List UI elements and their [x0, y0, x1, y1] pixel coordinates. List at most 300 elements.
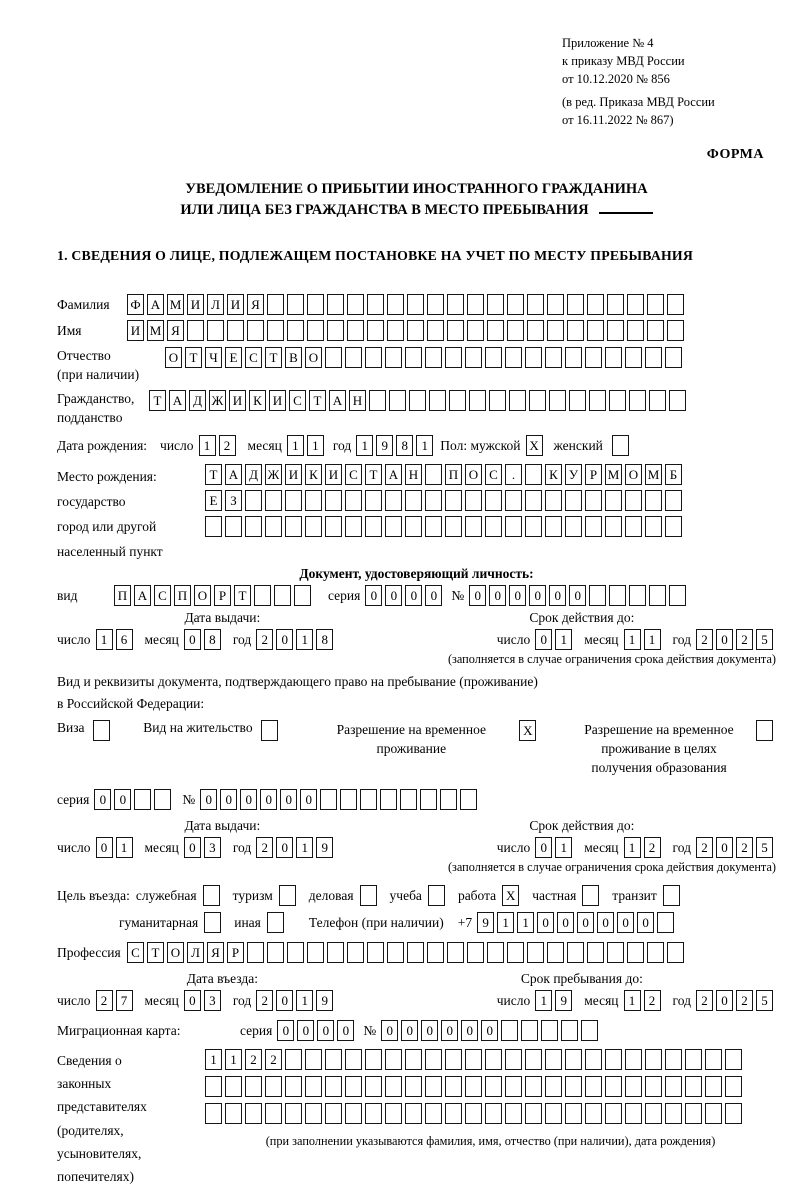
form-cell[interactable]: 0: [569, 585, 586, 606]
checkbox-official[interactable]: [203, 885, 220, 906]
form-cell[interactable]: [345, 490, 362, 511]
form-cell[interactable]: [305, 490, 322, 511]
form-cell[interactable]: [527, 942, 544, 963]
form-cell[interactable]: 2: [256, 629, 273, 650]
form-cell[interactable]: [685, 1076, 702, 1097]
checkbox-business[interactable]: [360, 885, 377, 906]
form-cell[interactable]: Д: [245, 464, 262, 485]
form-cell[interactable]: [645, 516, 662, 537]
form-cell[interactable]: [274, 585, 291, 606]
form-cell[interactable]: 0: [401, 1020, 418, 1041]
form-cell[interactable]: [445, 1076, 462, 1097]
form-cell[interactable]: [345, 1049, 362, 1070]
form-cell[interactable]: [685, 1103, 702, 1124]
form-cell[interactable]: [581, 1020, 598, 1041]
form-cell[interactable]: [629, 585, 646, 606]
form-cell[interactable]: 8: [396, 435, 413, 456]
form-cell[interactable]: [527, 294, 544, 315]
form-cell[interactable]: [385, 1103, 402, 1124]
checkbox-residence-permit[interactable]: [261, 720, 278, 741]
form-cell[interactable]: 1: [296, 990, 313, 1011]
form-cell[interactable]: О: [167, 942, 184, 963]
form-cell[interactable]: [407, 942, 424, 963]
form-cell[interactable]: 0: [557, 912, 574, 933]
form-cell[interactable]: [425, 1103, 442, 1124]
form-cell[interactable]: [347, 294, 364, 315]
form-cell[interactable]: Т: [309, 390, 326, 411]
form-cell[interactable]: Т: [234, 585, 251, 606]
form-cell[interactable]: 0: [277, 1020, 294, 1041]
form-cell[interactable]: [407, 294, 424, 315]
form-cell[interactable]: [605, 1076, 622, 1097]
form-cell[interactable]: И: [229, 390, 246, 411]
form-cell[interactable]: [385, 347, 402, 368]
form-cell[interactable]: [647, 320, 664, 341]
form-cell[interactable]: [340, 789, 357, 810]
form-cell[interactable]: 0: [381, 1020, 398, 1041]
form-cell[interactable]: [505, 1103, 522, 1124]
form-cell[interactable]: [467, 294, 484, 315]
form-cell[interactable]: И: [325, 464, 342, 485]
form-cell[interactable]: [385, 1076, 402, 1097]
form-cell[interactable]: [547, 320, 564, 341]
form-cell[interactable]: 2: [96, 990, 113, 1011]
form-cell[interactable]: [265, 516, 282, 537]
checkbox-study[interactable]: [428, 885, 445, 906]
form-cell[interactable]: Т: [185, 347, 202, 368]
form-cell[interactable]: [587, 320, 604, 341]
form-cell[interactable]: [527, 320, 544, 341]
form-cell[interactable]: [287, 320, 304, 341]
form-cell[interactable]: [521, 1020, 538, 1041]
form-cell[interactable]: Т: [265, 347, 282, 368]
form-cell[interactable]: 1: [296, 629, 313, 650]
form-cell[interactable]: [665, 1103, 682, 1124]
form-cell[interactable]: 2: [736, 990, 753, 1011]
form-cell[interactable]: [465, 490, 482, 511]
form-cell[interactable]: [405, 490, 422, 511]
form-cell[interactable]: [549, 390, 566, 411]
form-cell[interactable]: [440, 789, 457, 810]
form-cell[interactable]: [425, 347, 442, 368]
form-cell[interactable]: С: [127, 942, 144, 963]
form-cell[interactable]: [425, 516, 442, 537]
form-cell[interactable]: [669, 585, 686, 606]
form-cell[interactable]: [665, 347, 682, 368]
form-cell[interactable]: [445, 347, 462, 368]
form-cell[interactable]: [465, 1049, 482, 1070]
form-cell[interactable]: [525, 516, 542, 537]
form-cell[interactable]: Е: [205, 490, 222, 511]
form-cell[interactable]: М: [147, 320, 164, 341]
form-cell[interactable]: [467, 320, 484, 341]
form-cell[interactable]: С: [485, 464, 502, 485]
form-cell[interactable]: [285, 1103, 302, 1124]
form-cell[interactable]: [507, 942, 524, 963]
form-cell[interactable]: [561, 1020, 578, 1041]
form-cell[interactable]: .: [505, 464, 522, 485]
form-cell[interactable]: [725, 1049, 742, 1070]
form-cell[interactable]: [447, 294, 464, 315]
form-cell[interactable]: [267, 294, 284, 315]
form-cell[interactable]: [545, 490, 562, 511]
form-cell[interactable]: [225, 516, 242, 537]
form-cell[interactable]: [205, 1076, 222, 1097]
form-cell[interactable]: Ч: [205, 347, 222, 368]
form-cell[interactable]: [625, 1076, 642, 1097]
form-cell[interactable]: [657, 912, 674, 933]
form-cell[interactable]: М: [167, 294, 184, 315]
form-cell[interactable]: [665, 516, 682, 537]
form-cell[interactable]: [327, 294, 344, 315]
form-cell[interactable]: [585, 516, 602, 537]
form-cell[interactable]: [605, 490, 622, 511]
form-cell[interactable]: 0: [461, 1020, 478, 1041]
form-cell[interactable]: [485, 490, 502, 511]
form-cell[interactable]: [320, 789, 337, 810]
form-cell[interactable]: [405, 516, 422, 537]
form-cell[interactable]: [460, 789, 477, 810]
form-cell[interactable]: 0: [220, 789, 237, 810]
form-cell[interactable]: 0: [184, 837, 201, 858]
form-cell[interactable]: [545, 1076, 562, 1097]
form-cell[interactable]: [465, 347, 482, 368]
form-cell[interactable]: [465, 1076, 482, 1097]
form-cell[interactable]: [667, 320, 684, 341]
form-cell[interactable]: [465, 516, 482, 537]
form-cell[interactable]: 2: [696, 837, 713, 858]
form-cell[interactable]: О: [165, 347, 182, 368]
form-cell[interactable]: 0: [577, 912, 594, 933]
checkbox-visa[interactable]: [93, 720, 110, 741]
form-cell[interactable]: [589, 585, 606, 606]
checkbox-temp-residence[interactable]: X: [519, 720, 536, 741]
form-cell[interactable]: 0: [280, 789, 297, 810]
form-cell[interactable]: 2: [644, 990, 661, 1011]
form-cell[interactable]: А: [385, 464, 402, 485]
form-cell[interactable]: [225, 1103, 242, 1124]
form-cell[interactable]: [649, 390, 666, 411]
form-cell[interactable]: 0: [276, 990, 293, 1011]
form-cell[interactable]: Д: [189, 390, 206, 411]
form-cell[interactable]: [294, 585, 311, 606]
form-cell[interactable]: [705, 1103, 722, 1124]
form-cell[interactable]: П: [174, 585, 191, 606]
form-cell[interactable]: [287, 942, 304, 963]
form-cell[interactable]: В: [285, 347, 302, 368]
checkbox-male[interactable]: X: [526, 435, 543, 456]
form-cell[interactable]: [589, 390, 606, 411]
form-cell[interactable]: 1: [356, 435, 373, 456]
form-cell[interactable]: Т: [205, 464, 222, 485]
form-cell[interactable]: [325, 1049, 342, 1070]
form-cell[interactable]: [400, 789, 417, 810]
form-cell[interactable]: [645, 1103, 662, 1124]
form-cell[interactable]: [134, 789, 151, 810]
form-cell[interactable]: [485, 1076, 502, 1097]
form-cell[interactable]: [607, 320, 624, 341]
form-cell[interactable]: [565, 347, 582, 368]
form-cell[interactable]: К: [305, 464, 322, 485]
form-cell[interactable]: [685, 1049, 702, 1070]
form-cell[interactable]: Я: [167, 320, 184, 341]
form-cell[interactable]: [525, 1049, 542, 1070]
form-cell[interactable]: [267, 942, 284, 963]
checkbox-tourism[interactable]: [279, 885, 296, 906]
form-cell[interactable]: [669, 390, 686, 411]
form-cell[interactable]: 0: [114, 789, 131, 810]
form-cell[interactable]: [647, 294, 664, 315]
form-cell[interactable]: [625, 347, 642, 368]
checkbox-female[interactable]: [612, 435, 629, 456]
form-cell[interactable]: Т: [365, 464, 382, 485]
form-cell[interactable]: О: [194, 585, 211, 606]
form-cell[interactable]: [367, 294, 384, 315]
form-cell[interactable]: [567, 320, 584, 341]
form-cell[interactable]: 1: [644, 629, 661, 650]
form-cell[interactable]: [327, 320, 344, 341]
form-cell[interactable]: [425, 1049, 442, 1070]
form-cell[interactable]: Ф: [127, 294, 144, 315]
form-cell[interactable]: [405, 1049, 422, 1070]
form-cell[interactable]: [625, 1103, 642, 1124]
form-cell[interactable]: [645, 1049, 662, 1070]
form-cell[interactable]: С: [154, 585, 171, 606]
form-cell[interactable]: Я: [207, 942, 224, 963]
form-cell[interactable]: Р: [214, 585, 231, 606]
form-cell[interactable]: 0: [549, 585, 566, 606]
form-cell[interactable]: [547, 294, 564, 315]
form-cell[interactable]: [645, 1076, 662, 1097]
form-cell[interactable]: [665, 1076, 682, 1097]
form-cell[interactable]: [445, 1049, 462, 1070]
form-cell[interactable]: 0: [489, 585, 506, 606]
form-cell[interactable]: [547, 942, 564, 963]
form-cell[interactable]: [365, 1076, 382, 1097]
form-cell[interactable]: [609, 390, 626, 411]
checkbox-other-purpose[interactable]: [267, 912, 284, 933]
form-cell[interactable]: 0: [421, 1020, 438, 1041]
form-cell[interactable]: 9: [477, 912, 494, 933]
form-cell[interactable]: [725, 1103, 742, 1124]
form-cell[interactable]: 6: [116, 629, 133, 650]
form-cell[interactable]: 0: [405, 585, 422, 606]
form-cell[interactable]: [387, 294, 404, 315]
form-cell[interactable]: [245, 1103, 262, 1124]
form-cell[interactable]: [485, 1049, 502, 1070]
form-cell[interactable]: [247, 942, 264, 963]
form-cell[interactable]: [387, 320, 404, 341]
form-cell[interactable]: 0: [365, 585, 382, 606]
form-cell[interactable]: [365, 347, 382, 368]
form-cell[interactable]: 0: [509, 585, 526, 606]
form-cell[interactable]: Л: [207, 294, 224, 315]
form-cell[interactable]: 0: [481, 1020, 498, 1041]
form-cell[interactable]: 0: [96, 837, 113, 858]
form-cell[interactable]: [665, 490, 682, 511]
form-cell[interactable]: 1: [205, 1049, 222, 1070]
form-cell[interactable]: [485, 516, 502, 537]
form-cell[interactable]: [525, 1103, 542, 1124]
form-cell[interactable]: [627, 942, 644, 963]
checkbox-work[interactable]: X: [502, 885, 519, 906]
form-cell[interactable]: [485, 347, 502, 368]
form-cell[interactable]: [445, 490, 462, 511]
form-cell[interactable]: 0: [637, 912, 654, 933]
form-cell[interactable]: [545, 347, 562, 368]
form-cell[interactable]: [485, 1103, 502, 1124]
form-cell[interactable]: 0: [276, 629, 293, 650]
form-cell[interactable]: [629, 390, 646, 411]
form-cell[interactable]: [505, 490, 522, 511]
form-cell[interactable]: [285, 1049, 302, 1070]
form-cell[interactable]: 1: [199, 435, 216, 456]
form-cell[interactable]: [429, 390, 446, 411]
form-cell[interactable]: [567, 294, 584, 315]
form-cell[interactable]: [607, 942, 624, 963]
form-cell[interactable]: У: [565, 464, 582, 485]
checkbox-private[interactable]: [582, 885, 599, 906]
form-cell[interactable]: [667, 942, 684, 963]
form-cell[interactable]: [505, 1049, 522, 1070]
form-cell[interactable]: [207, 320, 224, 341]
form-cell[interactable]: 0: [94, 789, 111, 810]
form-cell[interactable]: 1: [624, 629, 641, 650]
form-cell[interactable]: [425, 490, 442, 511]
form-cell[interactable]: П: [445, 464, 462, 485]
form-cell[interactable]: [305, 1049, 322, 1070]
form-cell[interactable]: [649, 585, 666, 606]
form-cell[interactable]: [305, 516, 322, 537]
form-cell[interactable]: 0: [716, 837, 733, 858]
form-cell[interactable]: 1: [416, 435, 433, 456]
form-cell[interactable]: [605, 516, 622, 537]
form-cell[interactable]: 2: [736, 837, 753, 858]
form-cell[interactable]: 9: [316, 990, 333, 1011]
form-cell[interactable]: 5: [756, 837, 773, 858]
form-cell[interactable]: 2: [265, 1049, 282, 1070]
form-cell[interactable]: К: [249, 390, 266, 411]
form-cell[interactable]: 1: [555, 837, 572, 858]
form-cell[interactable]: С: [345, 464, 362, 485]
form-cell[interactable]: [725, 1076, 742, 1097]
form-cell[interactable]: 1: [287, 435, 304, 456]
form-cell[interactable]: [385, 490, 402, 511]
form-cell[interactable]: 0: [385, 585, 402, 606]
form-cell[interactable]: К: [545, 464, 562, 485]
form-cell[interactable]: З: [225, 490, 242, 511]
form-cell[interactable]: [587, 294, 604, 315]
form-cell[interactable]: 3: [204, 837, 221, 858]
form-cell[interactable]: 2: [644, 837, 661, 858]
form-cell[interactable]: 0: [184, 629, 201, 650]
form-cell[interactable]: [245, 1076, 262, 1097]
form-cell[interactable]: А: [225, 464, 242, 485]
form-cell[interactable]: [307, 942, 324, 963]
form-cell[interactable]: 2: [219, 435, 236, 456]
form-cell[interactable]: [449, 390, 466, 411]
form-cell[interactable]: [625, 516, 642, 537]
form-cell[interactable]: [227, 320, 244, 341]
form-cell[interactable]: 1: [296, 837, 313, 858]
form-cell[interactable]: [585, 1076, 602, 1097]
form-cell[interactable]: [447, 942, 464, 963]
form-cell[interactable]: [307, 320, 324, 341]
form-cell[interactable]: [565, 1076, 582, 1097]
form-cell[interactable]: [509, 390, 526, 411]
form-cell[interactable]: [285, 516, 302, 537]
form-cell[interactable]: 3: [204, 990, 221, 1011]
form-cell[interactable]: [325, 347, 342, 368]
form-cell[interactable]: 0: [425, 585, 442, 606]
form-cell[interactable]: [425, 1076, 442, 1097]
form-cell[interactable]: 1: [116, 837, 133, 858]
form-cell[interactable]: [405, 347, 422, 368]
form-cell[interactable]: [427, 942, 444, 963]
form-cell[interactable]: 1: [624, 990, 641, 1011]
form-cell[interactable]: 0: [597, 912, 614, 933]
form-cell[interactable]: 1: [517, 912, 534, 933]
form-cell[interactable]: Т: [149, 390, 166, 411]
form-cell[interactable]: [420, 789, 437, 810]
form-cell[interactable]: [345, 1076, 362, 1097]
form-cell[interactable]: [585, 347, 602, 368]
form-cell[interactable]: О: [465, 464, 482, 485]
form-cell[interactable]: [187, 320, 204, 341]
form-cell[interactable]: [529, 390, 546, 411]
form-cell[interactable]: [287, 294, 304, 315]
form-cell[interactable]: 5: [756, 990, 773, 1011]
form-cell[interactable]: 1: [555, 629, 572, 650]
form-cell[interactable]: 0: [617, 912, 634, 933]
form-cell[interactable]: [525, 464, 542, 485]
form-cell[interactable]: П: [114, 585, 131, 606]
form-cell[interactable]: 2: [256, 990, 273, 1011]
form-cell[interactable]: [305, 1076, 322, 1097]
form-cell[interactable]: [267, 320, 284, 341]
form-cell[interactable]: [325, 1103, 342, 1124]
form-cell[interactable]: И: [269, 390, 286, 411]
checkbox-temp-residence-education[interactable]: [756, 720, 773, 741]
form-cell[interactable]: [667, 294, 684, 315]
form-cell[interactable]: [365, 490, 382, 511]
form-cell[interactable]: [154, 789, 171, 810]
form-cell[interactable]: [505, 1076, 522, 1097]
form-cell[interactable]: [369, 390, 386, 411]
form-cell[interactable]: 1: [96, 629, 113, 650]
form-cell[interactable]: [627, 294, 644, 315]
form-cell[interactable]: [565, 516, 582, 537]
form-cell[interactable]: [225, 1076, 242, 1097]
form-cell[interactable]: 8: [204, 629, 221, 650]
form-cell[interactable]: [367, 320, 384, 341]
form-cell[interactable]: [360, 789, 377, 810]
form-cell[interactable]: 1: [535, 990, 552, 1011]
form-cell[interactable]: [405, 1076, 422, 1097]
form-cell[interactable]: [469, 390, 486, 411]
form-cell[interactable]: [385, 516, 402, 537]
form-cell[interactable]: [609, 585, 626, 606]
form-cell[interactable]: 1: [497, 912, 514, 933]
form-cell[interactable]: 0: [535, 837, 552, 858]
form-cell[interactable]: [645, 347, 662, 368]
form-cell[interactable]: 9: [376, 435, 393, 456]
form-cell[interactable]: Я: [247, 294, 264, 315]
form-cell[interactable]: [407, 320, 424, 341]
form-cell[interactable]: И: [127, 320, 144, 341]
form-cell[interactable]: [425, 464, 442, 485]
form-cell[interactable]: [565, 1103, 582, 1124]
